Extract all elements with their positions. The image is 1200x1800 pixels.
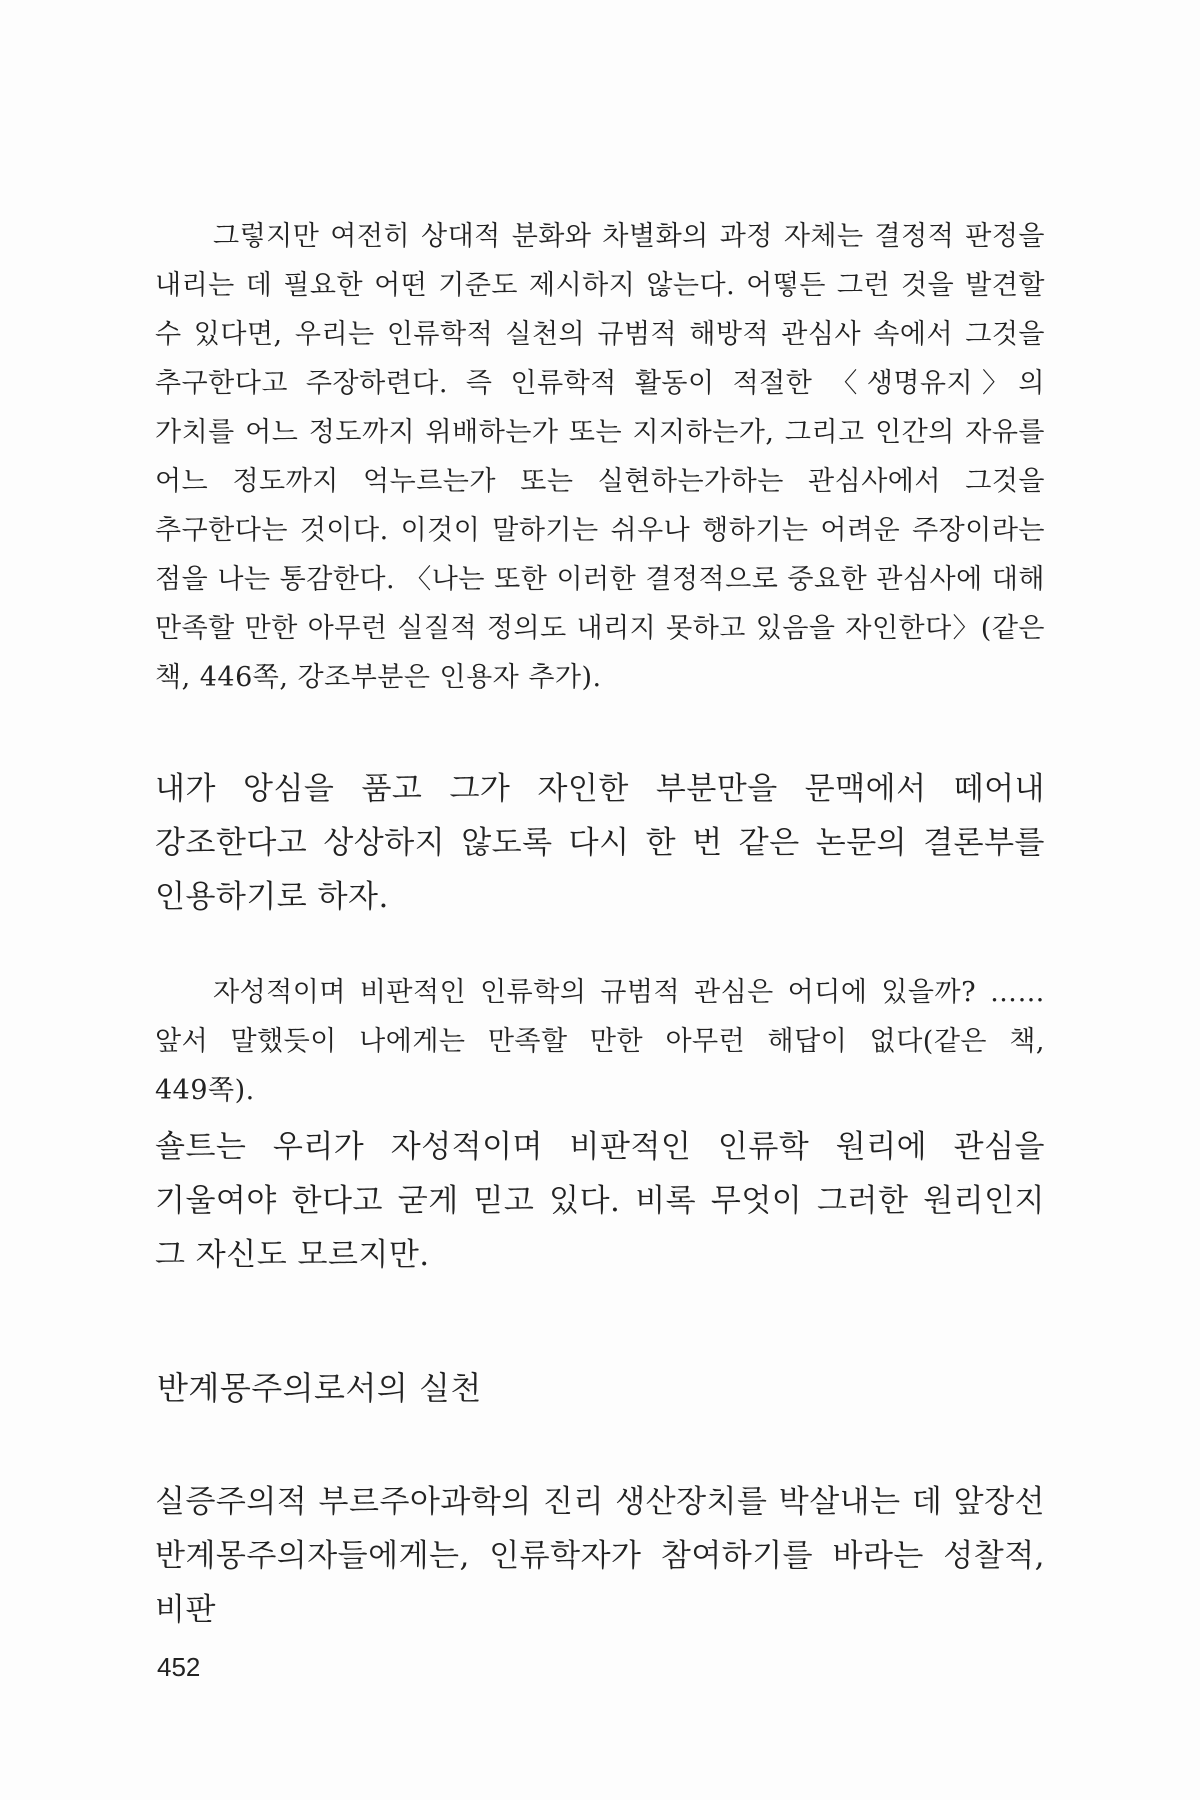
body-paragraph-2: 숄트는 우리가 자성적이며 비판적인 인류학 원리에 관심을 기울여야 한다고 굳게 믿고 있다. 비록 무엇이 그러한 원리인지 그 자신도 모르지만. [155,1129,1045,1273]
body-paragraph-1: 내가 앙심을 품고 그가 자인한 부분만을 문맥에서 떼어내 강조한다고 상상하지 않도록 다시 한 번 같은 논문의 결론부를 인용하기로 하자. [155,771,1045,915]
block-quote-schott-1: 그렇지만 여전히 상대적 분화와 차별화의 과정 자체는 결정적 판정을 내리는 데 필요한 어떤 기준도 제시하지 않는다. 어떻든 그런 것을 발견할 수 있다면, 우리는 인류학적 실천의 규범적 해방적 관심사 속에서 그것을 추구한다고 주장하련다. 즉 인류학적 활동이 적절한 〈생명유지〉의 가치를 어느 정도까지 위배하는가 또는 지지하는가, 그리고 인간의 자유를 어느 정도까지 억누르는가 또는 실현하는가하는 관심사에서 그것을 추구한다는 것이다. 이것이 말하기는 쉬우나 행하기는 어려운 주장이라는 점을 나는 통감한다. 〈나는 또한 이러한 결정적으로 중요한 관심사에 대해 만족할 만한 아무런 실질적 정의도 내리지 못하고 있음을 자인한다〉(같은 책, 446쪽, 강조부분은 인용자 추가). [155,221,1045,693]
body-paragraph-3: 실증주의적 부르주아과학의 진리 생산장치를 박살내는 데 앞장선 반계몽주의자들에게는, 인류학자가 참여하기를 바라는 성찰적, 비판 [155,1484,1045,1628]
block-quote-schott-2: 자성적이며 비판적인 인류학의 규범적 관심은 어디에 있을까? ……앞서 말했듯이 나에게는 만족할 만한 아무런 해답이 없다(같은 책, 449쪽). [155,977,1045,1106]
page-number: 452 [157,1652,201,1682]
section-heading: 반계몽주의로서의 실천 [157,1369,482,1407]
